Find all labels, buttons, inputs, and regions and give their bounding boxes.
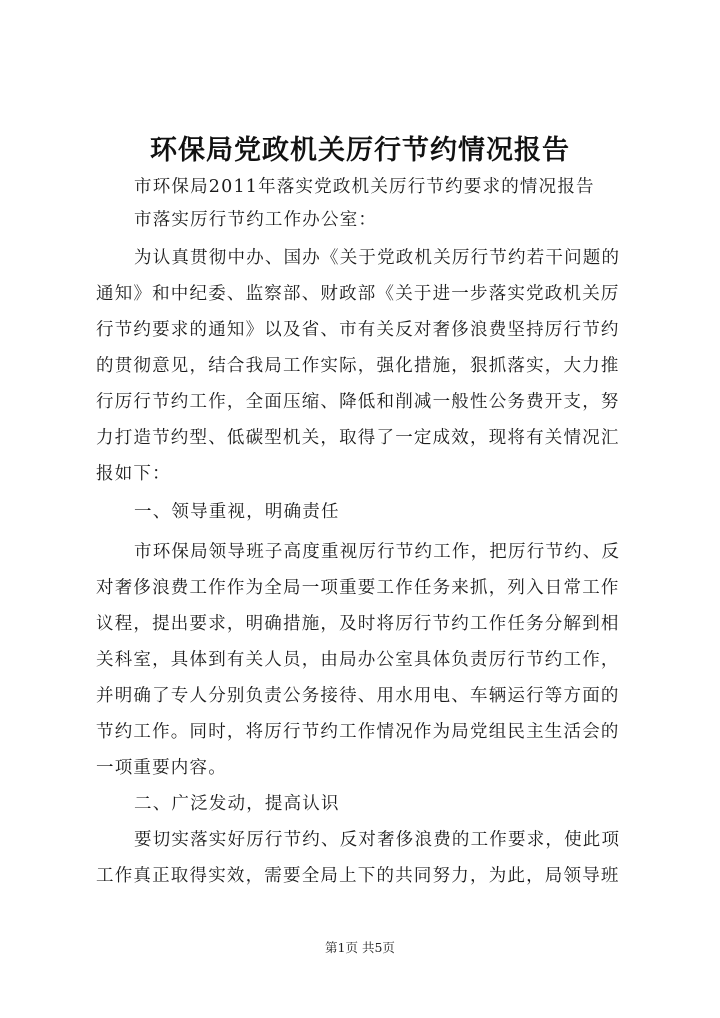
paragraph-line: 报如下： [96, 464, 171, 484]
subtitle-line: 市环保局2011年落实党政机关厉行节约要求的情况报告 [134, 177, 595, 197]
paragraph-line: 行节约要求的通知》以及省、市有关反对奢侈浪费坚持厉行节约 [96, 320, 620, 340]
paragraph-line: 为认真贯彻中办、国办《关于党政机关厉行节约若干问题的 [134, 248, 621, 268]
paragraph-line: 对奢侈浪费工作作为全局一项重要工作任务来抓，列入日常工作 [96, 578, 620, 598]
paragraph-line: 的贯彻意见，结合我局工作实际，强化措施，狠抓落实，大力推 [96, 356, 620, 376]
paragraph-line: 并明确了专人分别负责公务接待、用水用电、车辆运行等方面的 [96, 686, 620, 706]
document-title: 环保局党政机关厉行节约情况报告 [150, 135, 570, 166]
paragraph-line: 节约工作。同时，将厉行节约工作情况作为局党组民主生活会的 [96, 722, 620, 742]
paragraph-line: 通知》和中纪委、监察部、财政部《关于进一步落实党政机关厉 [96, 284, 620, 304]
section-heading-2: 二、广泛发动，提高认识 [134, 794, 340, 814]
page-number-footer: 第1页 共5页 [325, 940, 395, 955]
paragraph-line: 力打造节约型、低碳型机关，取得了一定成效，现将有关情况汇 [96, 428, 620, 448]
paragraph-line: 行厉行节约工作，全面压缩、降低和削减一般性公务费开支，努 [96, 392, 620, 412]
paragraph-line: 工作真正取得实效，需要全局上下的共同努力，为此，局领导班 [96, 866, 620, 886]
paragraph-line: 一项重要内容。 [96, 758, 227, 778]
addressee-line: 市落实厉行节约工作办公室： [134, 210, 378, 230]
paragraph-line: 议程，提出要求，明确措施，及时将厉行节约工作任务分解到相 [96, 614, 620, 634]
paragraph-line: 关科室，具体到有关人员，由局办公室具体负责厉行节约工作， [96, 650, 620, 670]
paragraph-line: 市环保局领导班子高度重视厉行节约工作，把厉行节约、反 [134, 542, 621, 562]
section-heading-1: 一、领导重视，明确责任 [134, 502, 340, 522]
paragraph-line: 要切实落实好厉行节约、反对奢侈浪费的工作要求，使此项 [134, 830, 621, 850]
